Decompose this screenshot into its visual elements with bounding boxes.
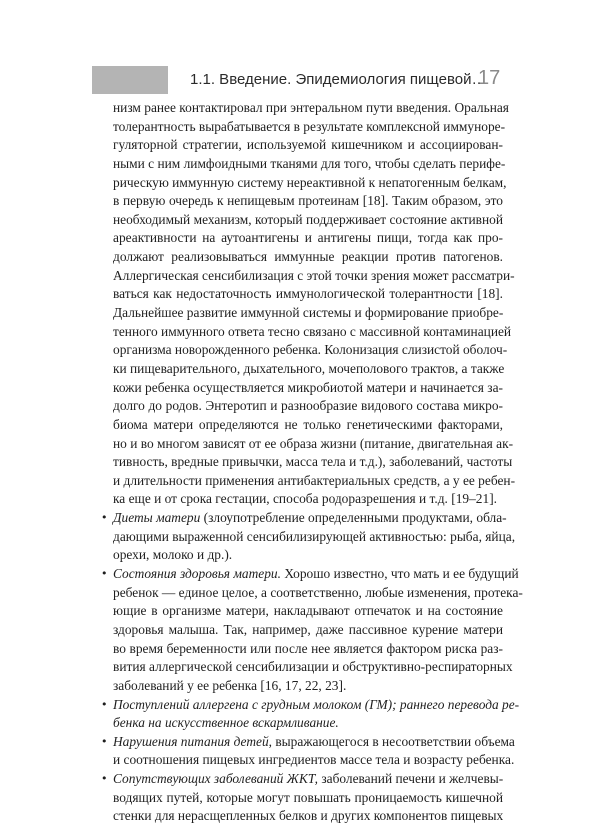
text-line: [113, 99, 509, 118]
text-line: [113, 397, 503, 416]
text-line: [113, 136, 503, 155]
text-line: [113, 285, 503, 304]
text-line: [113, 490, 503, 509]
bullet-icon: •: [101, 511, 108, 525]
page-number: 17: [478, 67, 501, 89]
text-line: [113, 472, 516, 491]
line-text: кожи ребенка осуществляется микробиотой матери и начинается за-: [113, 379, 503, 395]
bullet-icon: •: [101, 734, 108, 748]
line-text: необходимый механизм, который поддерживает состояние активной: [113, 211, 503, 227]
text-line: [113, 789, 503, 808]
text-line: [113, 155, 506, 174]
line-text: в первую очередь к непищевым протеинам [18]. Таким образом, это: [113, 193, 503, 209]
line-text: ющие в организме матери, накладывают отпечаток и на состояние: [113, 603, 503, 619]
line-text: водящих путей, которые могут повышать проницаемость кишечной: [113, 789, 503, 805]
line-text: Хорошо известно, что мать и ее будущий: [280, 566, 519, 582]
text-line: [113, 248, 503, 267]
header-decorative-bar: [92, 66, 168, 94]
text-line: [113, 267, 515, 286]
text-line: [113, 379, 503, 398]
line-text: заболеваний у ее ребенка [16, 17, 22, 23].: [113, 677, 347, 693]
bullet-list-item-line: [101, 770, 504, 789]
line-text: толерантность вырабатывается в результате комплексной иммунорe-: [113, 118, 506, 134]
line-text: долго до родов. Энтеротип и разнообразие видового состава микро-: [113, 398, 503, 414]
text-line: [113, 751, 515, 770]
text-line: [113, 341, 508, 360]
text-line: [113, 435, 514, 454]
line-text: Аллергическая сенсибилизация с этой точки зрения может рассматри-: [113, 267, 515, 283]
line-text: Дальнейшее развитие иммунной системы и формирование приобре-: [113, 305, 504, 321]
line-text: организма новорожденного ребенка. Колонизация слизистой оболоч-: [113, 342, 508, 358]
emphasized-text: Поступлений аллергена с грудным молоком (ГМ); раннего перевода ре-: [113, 696, 520, 712]
line-text: ка еще и от срока гестации, способа родоразрешения и т.д. [19–21].: [113, 491, 497, 507]
line-text: тивность, вредные привычки, масса тела и т.д.), заболеваний, частоты: [113, 454, 513, 470]
text-line: [113, 304, 503, 323]
line-text: должают реализовываться иммунные реакции против патогенов.: [113, 249, 503, 265]
text-line: [113, 807, 503, 826]
line-text: и соотношения пищевых ингредиентов массе тела и возрасту ребенка.: [113, 752, 515, 768]
text-line: [113, 323, 512, 342]
text-line: [113, 621, 503, 640]
line-text: ки пищеварительного, дыхательного, мочеполового трактов, а также: [113, 360, 505, 376]
text-line: [113, 229, 503, 248]
text-line: [113, 584, 523, 603]
emphasized-text: бенка на искусственное вскармливание.: [113, 715, 339, 731]
line-text: ными с ним лимфоидными тканями для того, чтобы сделать перифе-: [113, 155, 506, 171]
bullet-list-item-line: [101, 696, 520, 715]
line-text: во время беременности или после нее является фактором риска раз-: [113, 640, 503, 656]
line-text: гуляторной стратегии, используемой кишечником и ассоциирован-: [113, 137, 503, 153]
line-text: рическую иммунную систему нереактивной к непатогенным белкам,: [113, 174, 507, 190]
text-line: [113, 528, 516, 547]
text-line: [113, 174, 507, 193]
text-line: [113, 360, 503, 379]
line-text: ваться как недостаточность иммунологической толерантности [18].: [113, 286, 503, 302]
text-line: [113, 192, 503, 211]
emphasized-text: Диеты матери: [113, 510, 201, 526]
text-line: [113, 546, 503, 565]
text-line: [113, 677, 503, 696]
text-line: [113, 714, 503, 733]
bullet-icon: •: [101, 697, 108, 711]
text-line: [113, 658, 513, 677]
text-line: [113, 118, 506, 137]
emphasized-text: Сопутствующих заболеваний ЖКТ,: [113, 771, 318, 787]
line-text: дающими выраженной сенсибилизирующей активностью: рыба, яйца,: [113, 528, 516, 544]
bullet-list-item-line: [101, 733, 515, 752]
line-text: стенки для нерасщепленных белков и других компонентов пищевых: [113, 808, 504, 824]
text-line: [113, 416, 503, 435]
line-text: и длительности применения антибактериальных средств, а у ее ребен-: [113, 472, 516, 488]
line-text: , выражающегося в несоответствии объема: [268, 733, 515, 749]
line-text: здоровья малыша. Так, например, даже пассивное курение матери: [113, 621, 503, 637]
bullet-icon: •: [101, 772, 108, 786]
line-text: ареактивности на аутоантигены и антигены пищи, тогда как про-: [113, 230, 503, 246]
body-text: [101, 99, 523, 826]
bullet-icon: •: [101, 567, 108, 581]
text-line: [113, 211, 503, 230]
line-text: низм ранее контактировал при энтеральном пути введения. Оральная: [113, 100, 509, 115]
emphasized-text: Состояния здоровья матери.: [113, 566, 281, 582]
text-line: [113, 640, 503, 659]
line-text: орехи, молоко и др.).: [113, 547, 233, 563]
text-line: [113, 453, 513, 472]
line-text: биома матери определяются не только генетическими факторами,: [113, 416, 503, 432]
line-text: вития аллергической сенсибилизации и обструктивно-респираторных: [113, 659, 513, 675]
line-text: заболеваний печени и желчевы-: [317, 771, 504, 787]
bullet-list-item-line: [101, 509, 507, 528]
line-text: (злоупотребление определенными продуктами, обла-: [200, 510, 507, 526]
line-text: ребенок — единое целое, а соответственно, любые изменения, протека-: [113, 584, 523, 600]
bullet-list-item-line: [101, 565, 519, 584]
line-text: тенного иммунного ответа тесно связано с массивной контаминацией: [113, 323, 512, 339]
emphasized-text: Нарушения питания детей: [113, 733, 269, 749]
running-header-title: 1.1. Введение. Эпидемиология пищевой…: [190, 71, 487, 88]
line-text: но и во многом зависят от ее образа жизни (питание, двигательная ак-: [113, 435, 514, 451]
text-line: [113, 602, 503, 621]
